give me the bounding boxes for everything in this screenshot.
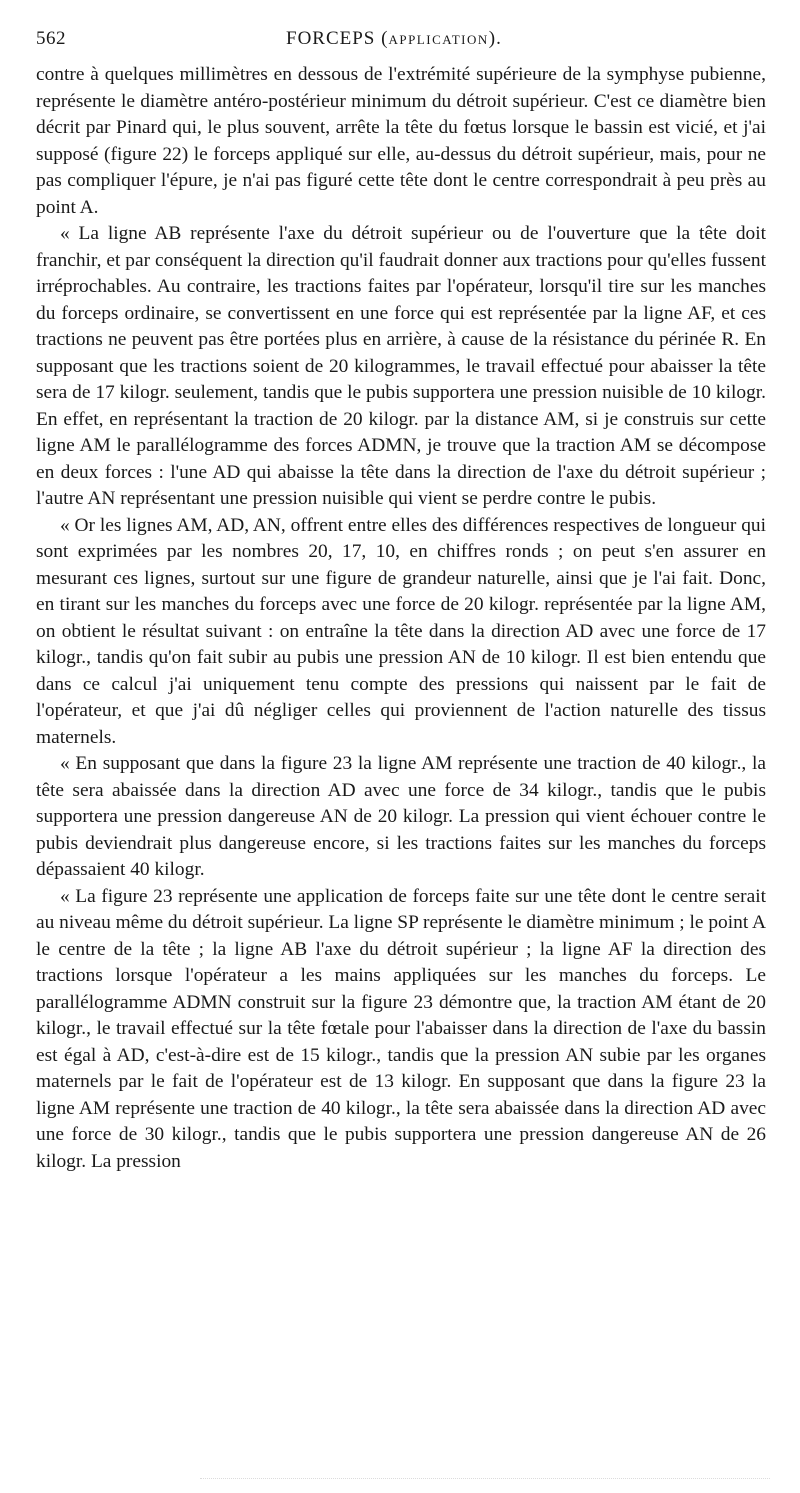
paragraph-figure-23: « La figure 23 représente une application de forceps faite sur une tête dont le centre serait au niveau même du détroit supérieur. La ligne SP représente le diamètre minimum ; le point A le centre de la tête ; la ligne AB l'axe du détroit supérieur ; la ligne AF la direction des tractions lorsque l'opérateur a les mains appliquées sur les manches du forceps. Le parallélogramme ADMN construit sur la figure 23 démontre que, la traction AM étant de 20 kilogr., le travail effectué sur la tête fœtale pour l'abaisser dans la direction de l'axe du bassin est égal à AD, c'est-à-dire est de 15 kilogr., tandis que la pression AN subie par les organes maternels par le fait de l'opérateur est de 13 kilogr. En supposant que dans la figure 23 la ligne AM représente une traction de 40 kilogr., la tête sera abaissée dans la direction AD avec une force de 30 kilogr., tandis que le pubis supportera une pression dangereuse AN de 26 kilogr. La pression	[36, 885, 767, 1172]
running-header	[36, 28, 766, 62]
running-title	[286, 28, 502, 50]
paragraph-axe-detroit: « La ligne AB représente l'axe du détroit supérieur ou de l'ouverture que la tête doit franchir, et par conséquent la direction qu'il faudrait donner aux tractions pour qu'elles fussent irréprochables. Au contraire, les tractions faites par l'opérateur, lorsqu'il tire sur les manches du forceps ordinaire, se convertissent en une force qui est représentée par la ligne AF, et ces tractions ne peuvent pas être portées plus en arrière, à cause de la résistance du périnée R. En supposant que les tractions soient de 20 kilogrammes, le travail effectué pour abaisser la tête sera de 17 kilogr. seulement, tandis que le pubis supportera une pression nuisible de 10 kilogr. En effet, en représentant la traction de 20 kilogr. par la distance AM, si je construis sur cette ligne AM le parallélogramme des forces ADMN, je trouve que la traction AM se décompose en deux forces : l'une AD qui abaisse la tête dans la direction de l'axe du détroit supérieur ; l'autre AN représentant une pression nuisible qui vient se perdre contre le pubis.	[36, 223, 766, 509]
running-title-end: ).	[488, 28, 502, 49]
running-title-main: FORCEPS (	[286, 28, 389, 49]
book-page	[36, 28, 766, 1175]
page-number: 562	[36, 28, 66, 49]
paragraph-traction-40-kilogr: « En supposant que dans la figure 23 la ligne AM représente une traction de 40 kilogr., la tête sera abaissée dans la direction AD avec une force de 34 kilogr., tandis que le pubis supportera une pression dangereuse AN de 20 kilogr. La pression qui vient échouer contre le pubis deviendrait plus dangereuse encore, si les tractions faites sur les manches du forceps dépassaient 40 kilogr.	[36, 753, 766, 880]
scan-edge-marks	[200, 1478, 770, 1482]
running-title-small-caps: APPLICATION	[388, 32, 489, 47]
paragraph-lignes-am-ad-an: « Or les lignes AM, AD, AN, offrent entre elles des différences respectives de longueur qui sont exprimées par les nombres 20, 17, 10, en chiffres ronds ; on peut s'en assurer en mesurant ces lignes, surtout sur une figure de grandeur naturelle, ainsi que je l'ai fait. Donc, en tirant sur les manches du forceps avec une force de 20 kilogr. représentée par la ligne AM, on obtient le résultat suivant : on entraîne la tête dans la direction AD avec une force de 17 kilogr., tandis qu'on fait subir au pubis une pression AN de 10 kilogr. Il est bien entendu que dans ce calcul j'ai uniquement tenu compte des pressions qui naissent par le fait de l'opérateur, et que j'ai dû négliger celles qui proviennent de l'action naturelle des tissus maternels.	[36, 514, 766, 748]
paragraph-continuation: contre à quelques millimètres en dessous de l'extrémité supérieure de la symphyse pubienne, représente le diamètre antéro-postérieur minimum du détroit supérieur. C'est ce diamètre bien décrit par Pinard qui, le plus souvent, arrête la tête du fœtus lorsque le bassin est vicié, et j'ai supposé (figure 22) le forceps appliqué sur elle, au-dessus du détroit supérieur, mais, pour ne pas compliquer l'épure, je n'ai pas figuré cette tête dont le centre correspondrait à peu près au point A.	[36, 64, 766, 218]
body-text	[36, 62, 766, 1175]
